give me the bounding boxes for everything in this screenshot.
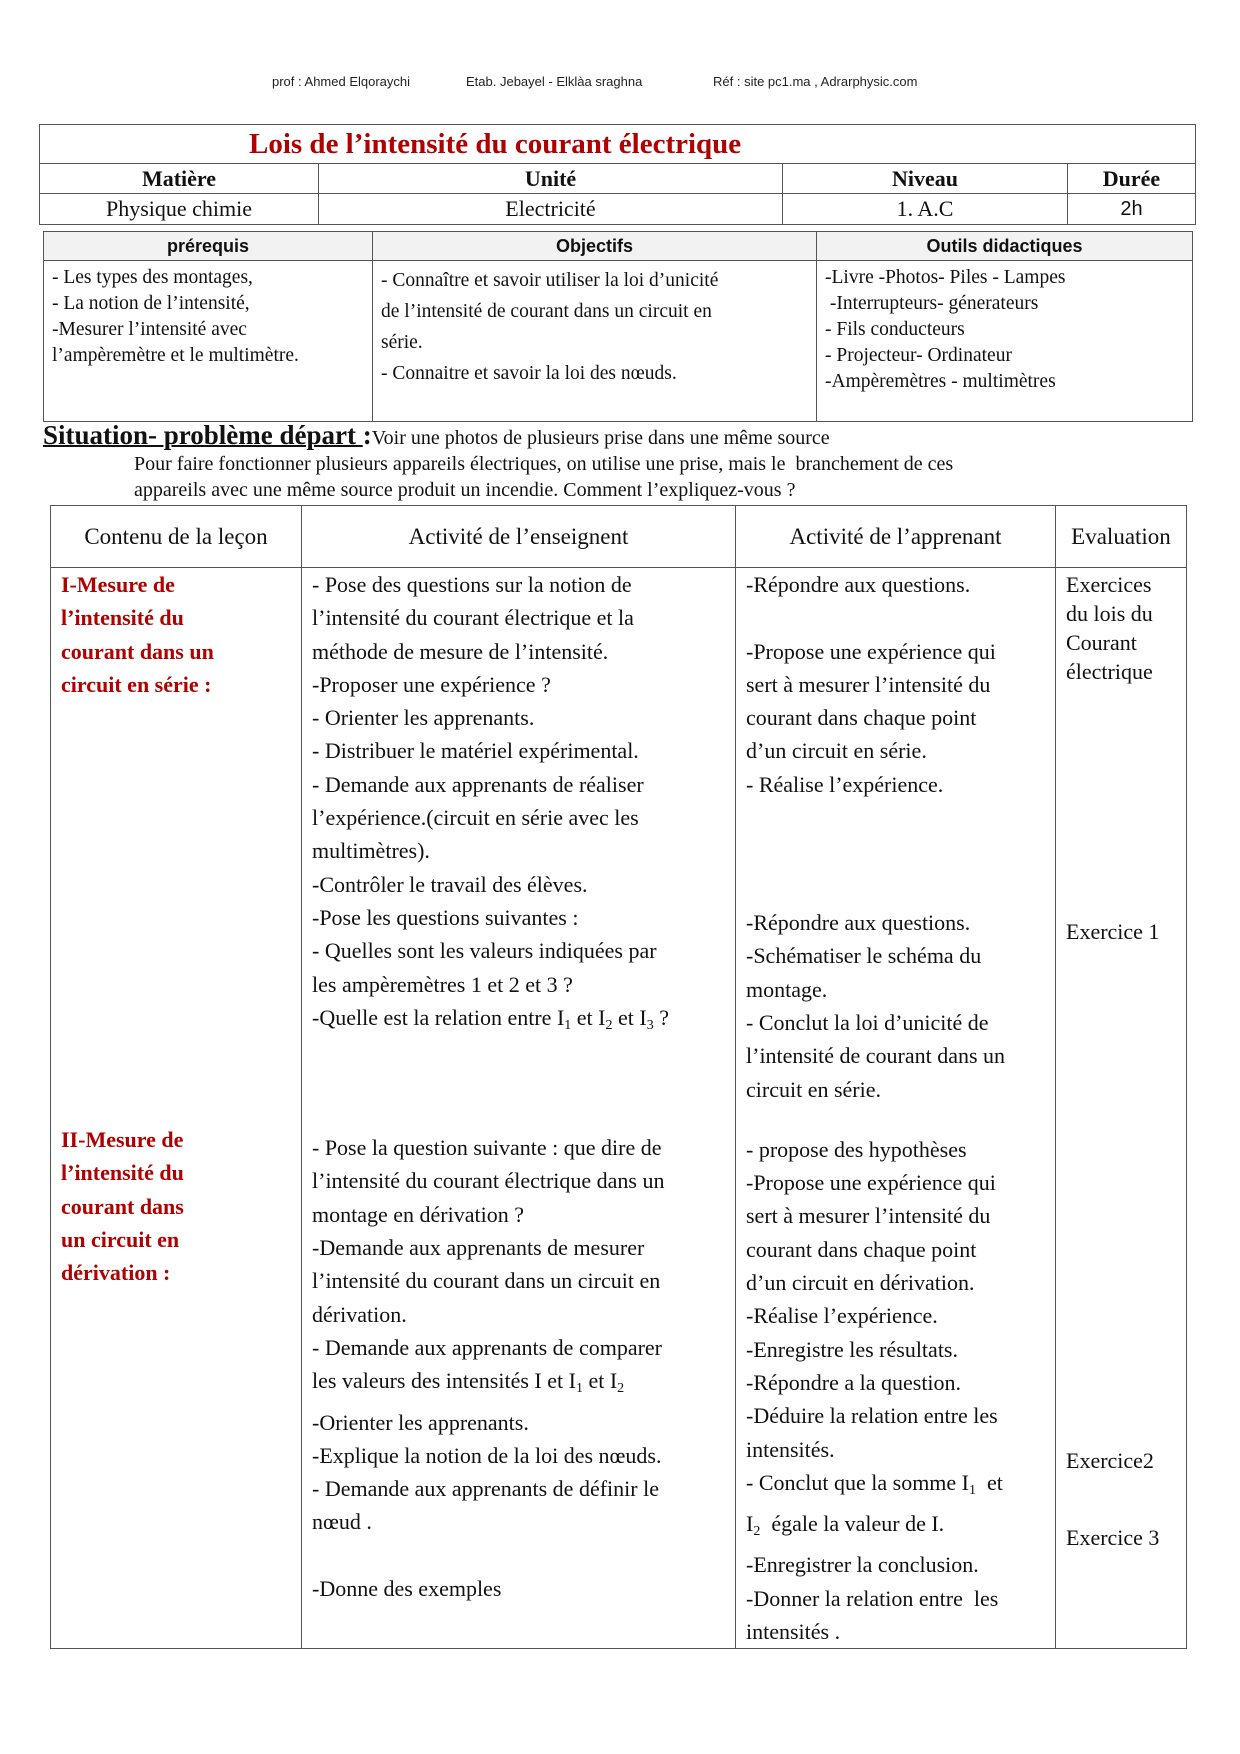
learner-line: -Enregistre les résultats. [746,1336,958,1362]
value-niveau: 1. A.C [783,194,1068,225]
learner-line: -Enregistrer la conclusion. [746,1552,979,1578]
learner-line: sert à mesurer l’intensité du [746,1203,991,1229]
learner-line: montage. [746,976,828,1002]
subscript: 1 [969,1482,977,1498]
header-matiere: Matière [40,164,319,194]
learner-line: - propose des hypothèses [746,1136,967,1162]
section1-title-line: circuit en série : [61,671,212,697]
outil-item: -Interrupteurs- génerateurs [825,293,1039,314]
objectifs-cell [373,261,817,422]
situation-text-line: Pour faire fonctionner plusieurs appareils électriques, on utilise une prise, mais le branchement de ces [134,453,954,475]
objectif-item: - Connaître et savoir utiliser la loi d’unicité [381,270,719,291]
objectif-item: série. [381,332,423,353]
section2-title-line: dérivation : [61,1260,171,1286]
learner-line: -Déduire la relation entre les [746,1403,998,1429]
outil-item: - Projecteur- Ordinateur [825,345,1012,366]
lesson-info-table [39,124,1196,225]
section2-title-line: l’intensité du [61,1160,184,1186]
teacher-line: - Demande aux apprenants de réaliser [312,771,644,797]
teacher-line: -Proposer une expérience ? [312,671,551,697]
header-niveau: Niveau [783,164,1068,194]
objectif-item: - Connaitre et savoir la loi des nœuds. [381,363,677,384]
teacher-activity-cell [302,568,736,1649]
header-school: Etab. Jebayel - Elklàa sraghna [466,74,643,89]
prerequis-cell [44,261,373,422]
subscript: 1 [564,1017,572,1033]
teacher-line: -Orienter les apprenants. [312,1409,529,1435]
header-reference: Réf : site pc1.ma , Adrarphysic.com [713,74,918,89]
text-fragment: et [976,1469,1003,1495]
header-outils: Outils didactiques [817,232,1193,261]
teacher-line-relation [312,1001,735,1042]
evaluation-line: Courant [1066,630,1137,655]
evaluation-line: Exercices [1066,572,1152,597]
teacher-line-compare [312,1364,735,1405]
situation-intro: Voir une photos de plusieurs prise dans une même source [371,427,830,449]
situation-probleme [43,420,1193,503]
prerequis-item: -Mesurer l’intensité avec [52,319,247,340]
evaluation-exercise-2: Exercice2 [1066,1448,1154,1474]
situation-text-line: appareils avec une même source produit un incendie. Comment l’expliquez-vous ? [134,479,796,501]
teacher-line: - Pose la question suivante : que dire de [312,1135,662,1161]
teacher-line: nœud . [312,1509,372,1535]
situation-title: Situation- problème départ [43,420,363,450]
subscript: 2 [605,1017,613,1033]
learner-line: intensités. [746,1436,835,1462]
text-fragment: égale la valeur de I. [760,1511,945,1537]
teacher-line: - Demande aux apprenants de comparer [312,1334,663,1360]
outil-item: - Fils conducteurs [825,319,965,340]
section1-title-line: l’intensité du [61,605,184,631]
spacer [312,1539,735,1572]
teacher-line: -Contrôler le travail des élèves. [312,871,588,897]
teacher-line: les ampèremètres 1 et 2 et 3 ? [312,971,573,997]
evaluation-cell [1056,568,1187,1649]
subscript: 2 [753,1524,761,1540]
text-fragment: - Conclut que la somme I [746,1469,970,1495]
header-evaluation: Evaluation [1056,506,1187,568]
header-enseignant: Activité de l’enseignent [302,506,736,568]
section1-title-line: I-Mesure de [61,572,175,597]
content-cell [51,568,302,1649]
spacer [746,601,1055,634]
learner-line: l’intensité de courant dans un [746,1043,1006,1069]
teacher-line: - Pose des questions sur la notion de [312,572,632,597]
text-fragment: les valeurs des intensités I et I [312,1368,576,1394]
teacher-line: - Distribuer le matériel expérimental. [312,738,639,764]
teacher-line: multimètres). [312,838,430,864]
teacher-line: méthode de mesure de l’intensité. [312,638,609,664]
teacher-line: -Explique la notion de la loi des nœuds. [312,1442,662,1468]
outils-cell [817,261,1193,422]
prerequisites-table [43,231,1193,422]
value-duree: 2h [1068,194,1196,225]
learner-line: -Donner la relation entre les [746,1585,999,1611]
subscript: 2 [617,1381,625,1397]
section2-title-line: un circuit en [61,1227,180,1253]
learner-line: -Répondre aux questions. [746,910,971,936]
learner-line: - Conclut la loi d’unicité de [746,1009,989,1035]
text-fragment: ? [653,1004,669,1030]
teacher-line: montage en dérivation ? [312,1201,524,1227]
section2-title-line: II-Mesure de [61,1127,184,1153]
text-fragment: et I [612,1004,647,1030]
prerequis-item: - La notion de l’intensité, [52,293,250,314]
header-apprenant: Activité de l’apprenant [736,506,1056,568]
learner-line: sert à mesurer l’intensité du [746,671,991,697]
header-prof: prof : Ahmed Elqoraychi [272,74,411,89]
learner-line: - Réalise l’expérience. [746,771,944,797]
header-unite: Unité [319,164,783,194]
learner-activity-cell [736,568,1056,1649]
learner-line: -Propose une expérience qui [746,1170,996,1196]
header-duree: Durée [1068,164,1196,194]
section1-title-line: courant dans un [61,638,214,664]
lesson-plan-table [50,505,1187,1649]
teacher-line: - Orienter les apprenants. [312,705,535,731]
learner-line: courant dans chaque point [746,705,977,731]
outil-item: -Ampèremètres - multimètres [825,371,1056,392]
header-objectifs: Objectifs [373,232,817,261]
header-prerequis: prérequis [44,232,373,261]
learner-line-sum [746,1466,1055,1507]
teacher-line: - Quelles sont les valeurs indiquées par [312,938,657,964]
learner-line: -Réalise l’expérience. [746,1303,938,1329]
learner-line: intensités . [746,1619,841,1645]
section2-title-line: courant dans [61,1193,184,1219]
learner-line: -Répondre a la question. [746,1369,962,1395]
learner-line: -Schématiser le schéma du [746,943,982,969]
evaluation-line: du lois du [1066,601,1153,626]
teacher-line: -Donne des exemples [312,1576,502,1602]
text-fragment: et I [582,1368,618,1394]
subscript: 1 [575,1381,583,1397]
teacher-line: l’expérience.(circuit en série avec les [312,805,639,831]
teacher-line: -Demande aux apprenants de mesurer [312,1235,645,1261]
prerequis-item: l’ampèremètre et le multimètre. [52,345,299,366]
situation-colon: : [362,420,372,450]
objectif-item: de l’intensité de courant dans un circuit en [381,301,712,322]
evaluation-exercise-3: Exercice 3 [1066,1524,1160,1550]
prerequis-item: - Les types des montages, [52,267,253,288]
learner-line: courant dans chaque point [746,1236,977,1262]
learner-line-equal [746,1507,1055,1548]
learner-line: d’un circuit en dérivation. [746,1270,975,1296]
evaluation-line: électrique [1066,659,1153,684]
teacher-line: -Pose les questions suivantes : [312,904,579,930]
outil-item: -Livre -Photos- Piles - Lampes [825,267,1066,288]
text-fragment: et I [571,1004,606,1030]
learner-line: circuit en série. [746,1076,881,1102]
text-fragment: I [746,1511,754,1537]
value-unite: Electricité [319,194,783,225]
subscript: 3 [646,1017,654,1033]
text-fragment: -Quelle est la relation entre I [312,1004,565,1030]
learner-line: d’un circuit en série. [746,738,927,764]
teacher-line: l’intensité du courant dans un circuit en [312,1268,661,1294]
evaluation-exercise-1: Exercice 1 [1066,919,1160,944]
learner-line: -Répondre aux questions. [746,572,971,597]
learner-line: -Propose une expérience qui [746,638,996,664]
teacher-line: dérivation. [312,1301,407,1327]
header-contenu: Contenu de la leçon [51,506,302,568]
lesson-title: Lois de l’intensité du courant électrique [40,125,1196,164]
teacher-line: - Demande aux apprenants de définir le [312,1476,659,1502]
teacher-line: l’intensité du courant électrique dans un [312,1168,665,1194]
value-matiere: Physique chimie [40,194,319,225]
teacher-line: l’intensité du courant électrique et la [312,605,634,631]
